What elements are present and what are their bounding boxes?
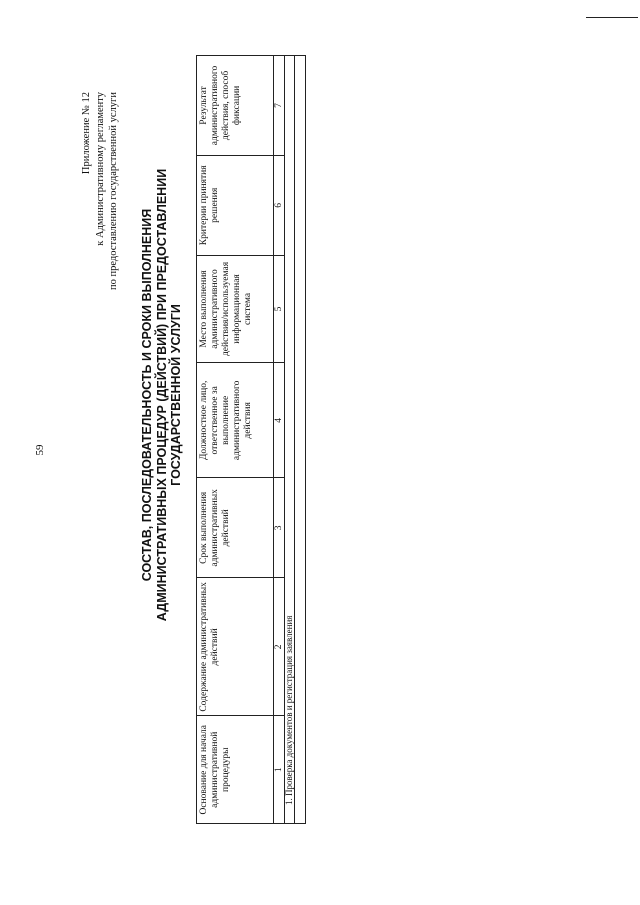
column-number: 7 bbox=[274, 56, 285, 156]
column-header: Содержание административных действий bbox=[197, 578, 274, 716]
column-number: 2 bbox=[274, 578, 285, 716]
column-number: 5 bbox=[274, 255, 285, 363]
column-header: Основание для начала административной процедуры bbox=[197, 716, 274, 824]
column-number: 3 bbox=[274, 478, 285, 578]
document-title bbox=[140, 135, 184, 655]
column-number: 6 bbox=[274, 155, 285, 255]
title-line-3: ГОСУДАРСТВЕННОЙ УСЛУГИ bbox=[169, 304, 183, 486]
title-line-2: АДМИНИСТРАТИВНЫХ ПРОЦЕДУР (ДЕЙСТВИЙ) ПРИ ПРЕДОСТАВЛЕНИИ bbox=[154, 168, 169, 622]
column-header: Должностное лицо, ответственное за выполнение административного действия bbox=[197, 363, 274, 478]
column-number-row bbox=[274, 56, 285, 824]
column-header: Результат административного действия, способ фиксации bbox=[197, 56, 274, 156]
title-line-1: СОСТАВ, ПОСЛЕДОВАТЕЛЬНОСТЬ И СРОКИ ВЫПОЛНЕНИЯ bbox=[140, 208, 154, 582]
page-number: 59 bbox=[34, 444, 46, 456]
procedure-table bbox=[196, 55, 306, 824]
appendix-reference bbox=[80, 92, 121, 290]
section-row bbox=[285, 56, 295, 824]
appendix-line-2: к Административному регламенту bbox=[94, 92, 106, 246]
empty-cell bbox=[295, 56, 306, 824]
column-header: Критерии принятия решения bbox=[197, 155, 274, 255]
column-number: 1 bbox=[274, 716, 285, 824]
column-number: 4 bbox=[274, 363, 285, 478]
column-header: Место выполнения административного действия/используемая информационная система bbox=[197, 255, 274, 363]
appendix-line-1: Приложение № 12 bbox=[81, 92, 92, 175]
empty-row bbox=[295, 56, 306, 824]
appendix-line-3: по предоставлению государственной услуги bbox=[108, 92, 119, 290]
column-header: Срок выполнения административных действий bbox=[197, 478, 274, 578]
section-1-label: 1. Проверка документов и регистрация заявления bbox=[285, 56, 295, 824]
table-header-row bbox=[197, 56, 274, 824]
